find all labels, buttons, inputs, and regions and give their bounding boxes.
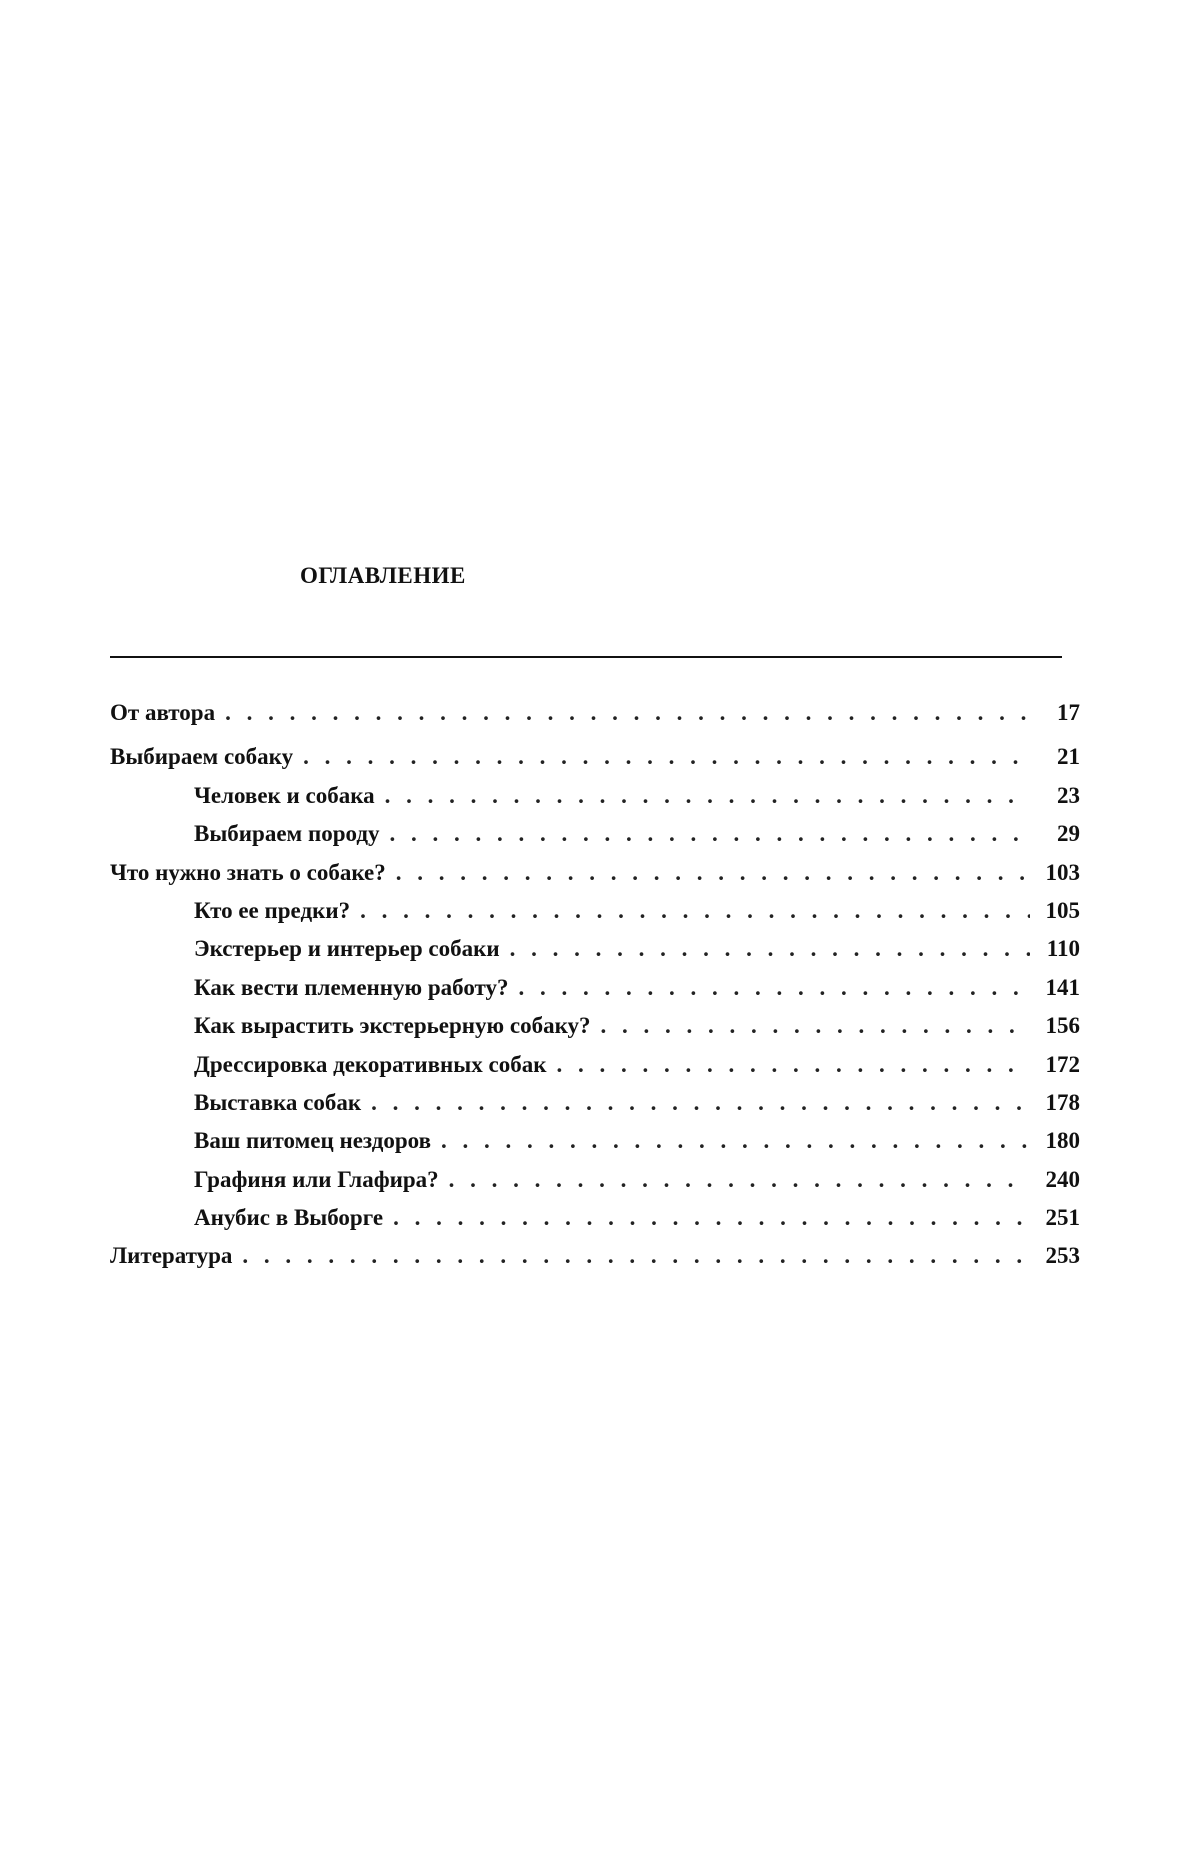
toc-entry-title: Кто ее предки? xyxy=(194,897,351,923)
toc-entry-title: Ваш питомец нездоров xyxy=(194,1128,432,1154)
toc-page-number: 21 xyxy=(1057,744,1080,770)
toc-entry xyxy=(110,700,1080,738)
toc-entry-title: Литература xyxy=(110,1243,233,1269)
toc-page-number: 240 xyxy=(1045,1166,1080,1192)
toc-entry xyxy=(110,975,1080,1013)
toc-dot-leader xyxy=(519,975,1030,1001)
toc-dot-leader xyxy=(385,783,1030,809)
toc-entry-title: От автора xyxy=(110,700,216,725)
toc-dot-leader xyxy=(601,1013,1030,1039)
toc-entry-title: Выбираем собаку xyxy=(110,744,294,770)
toc-page-number: 105 xyxy=(1045,897,1080,923)
toc-page-number: 180 xyxy=(1045,1128,1080,1154)
toc-entry-title: Как вырастить экстерьерную собаку? xyxy=(194,1013,591,1039)
toc-page-number: 141 xyxy=(1045,974,1080,1000)
toc-dot-leader xyxy=(389,821,1030,847)
toc-page-number: 17 xyxy=(1057,700,1080,725)
toc-entry-title: Выбираем породу xyxy=(194,821,380,847)
toc-entry xyxy=(110,1205,1080,1243)
toc-entry-title: Анубис в Выборге xyxy=(194,1205,384,1231)
toc-entry xyxy=(110,1052,1080,1090)
toc-dot-leader xyxy=(360,898,1030,924)
toc-entry xyxy=(110,1128,1080,1166)
toc-entry-title: Графиня или Глафира? xyxy=(194,1166,439,1192)
toc-entry-title: Экстерьер и интерьер собаки xyxy=(194,936,500,962)
toc-dot-leader xyxy=(393,1205,1030,1231)
toc-entry xyxy=(110,860,1080,898)
page-title: ОГЛАВЛЕНИЕ xyxy=(300,563,466,588)
toc-dot-leader xyxy=(510,936,1030,962)
toc-dot-leader xyxy=(242,1243,1030,1269)
toc-entry xyxy=(110,1167,1080,1205)
toc-dot-leader xyxy=(225,700,1030,726)
toc-dot-leader xyxy=(303,744,1030,770)
table-of-contents xyxy=(110,700,1080,1282)
title-divider xyxy=(110,656,1062,658)
toc-page-number: 253 xyxy=(1045,1243,1080,1269)
toc-page-number: 172 xyxy=(1045,1051,1080,1077)
toc-dot-leader xyxy=(556,1052,1030,1078)
toc-page-number: 251 xyxy=(1045,1205,1080,1231)
toc-entry xyxy=(110,936,1080,974)
toc-entry-title: Что нужно знать о собаке? xyxy=(110,859,386,885)
toc-page-number: 178 xyxy=(1045,1089,1080,1115)
toc-entry-title: Человек и собака xyxy=(194,782,375,808)
toc-entry xyxy=(110,821,1080,859)
toc-entry-title: Дрессировка декоративных собак xyxy=(194,1051,547,1077)
toc-dot-leader xyxy=(449,1167,1030,1193)
toc-dot-leader xyxy=(371,1090,1030,1116)
toc-entry xyxy=(110,898,1080,936)
toc-page-number: 29 xyxy=(1057,821,1080,847)
toc-entry xyxy=(110,783,1080,821)
toc-page-number: 110 xyxy=(1046,936,1080,962)
toc-page-number: 103 xyxy=(1045,859,1080,885)
toc-entry xyxy=(110,1243,1080,1281)
toc-dot-leader xyxy=(441,1128,1030,1154)
toc-page-number: 23 xyxy=(1057,782,1080,808)
toc-entry xyxy=(110,1090,1080,1128)
toc-entry xyxy=(110,1013,1080,1051)
toc-dot-leader xyxy=(396,860,1030,886)
toc-page-number: 156 xyxy=(1045,1013,1080,1039)
toc-entry xyxy=(110,744,1080,782)
toc-entry-title: Как вести племенную работу? xyxy=(194,974,509,1000)
toc-entry-title: Выставка собак xyxy=(194,1089,362,1115)
